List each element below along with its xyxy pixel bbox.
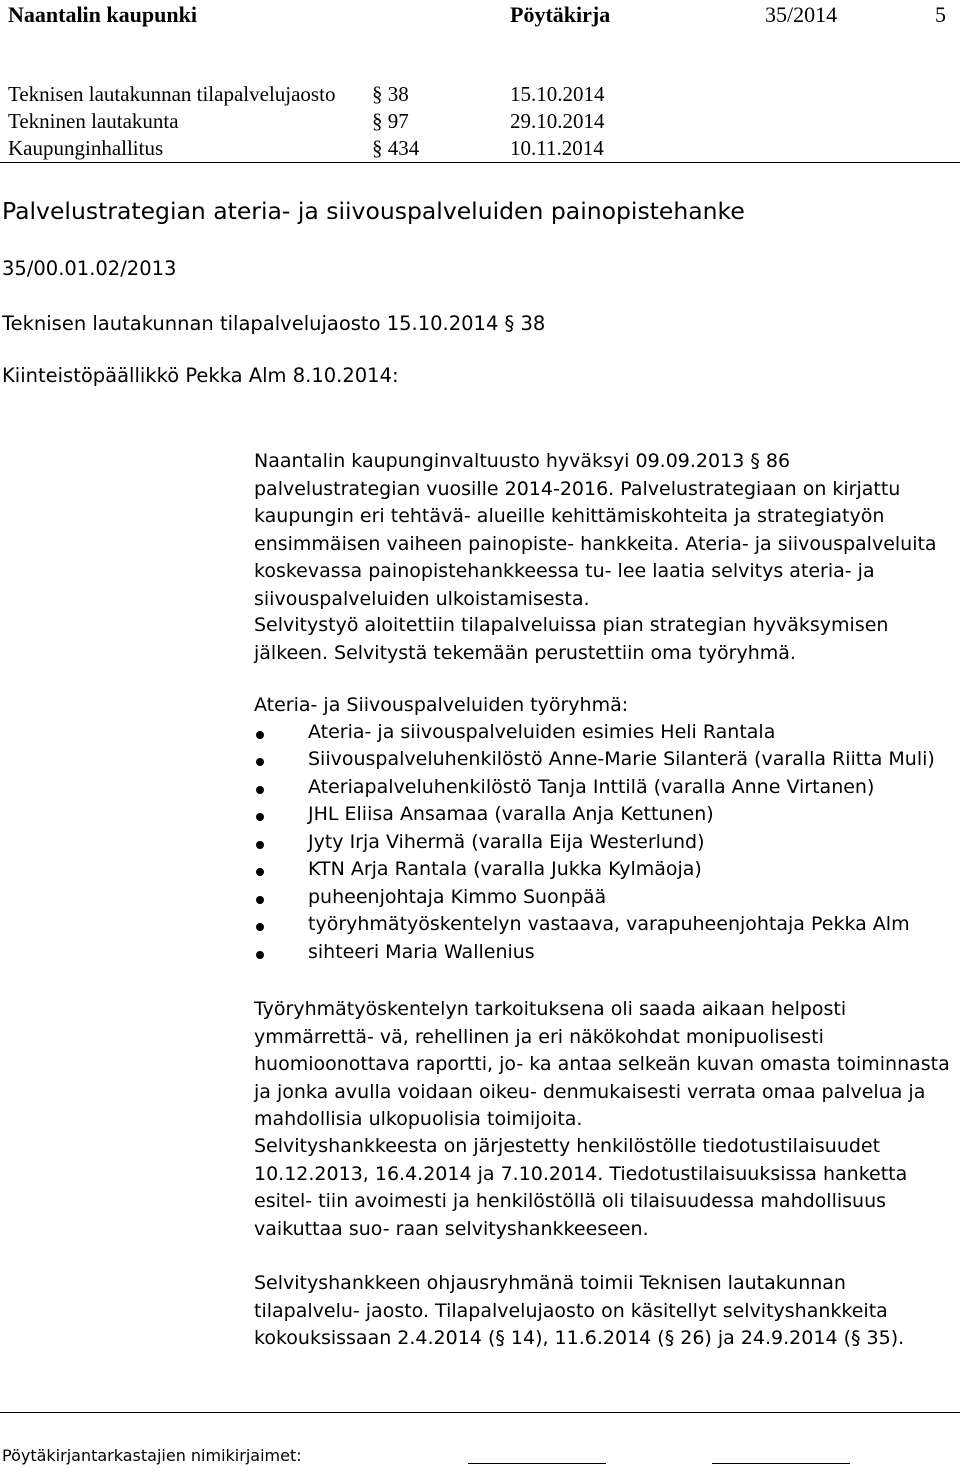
list-item: Ateria- ja siivouspalveluiden esimies Heli Rantala <box>308 721 776 743</box>
diary-number: 35/00.01.02/2013 <box>2 257 177 280</box>
reference-section-2: § 97 <box>372 109 409 133</box>
bullet-icon <box>256 923 264 931</box>
reference-date-1: 15.10.2014 <box>510 82 605 106</box>
reference-divider <box>0 162 960 163</box>
bullet-icon <box>256 731 264 739</box>
list-item: JHL Eliisa Ansamaa (varalla Anja Kettunen) <box>308 803 714 825</box>
reference-body-3: Kaupunginhallitus <box>8 136 164 160</box>
paragraph-text: Naantalin kaupunginvaltuusto hyväksyi 09.09.2013 § 86 palvelustrategian vuosille 2014-2016. Palvelustrategiaan on kirjattu kaupungin eri tehtävä- alueille kehittämiskohteita ja strategiatyön ensimmäisen vaiheen painopiste- hankkeita. Ateria- ja siivouspalveluita koskevassa painopistehankkeessa tu- lee laatia selvitys ateria- ja siivouspalveluiden ulkoistamisesta. <box>254 450 937 610</box>
bullet-icon <box>256 758 264 766</box>
list-item: Ateriapalveluhenkilöstö Tanja Inttilä (varalla Anne Virtanen) <box>308 776 875 798</box>
document-title: Palvelustrategian ateria- ja siivouspalveluiden painopistehanke <box>2 197 745 225</box>
list-item: sihteeri Maria Wallenius <box>308 941 535 963</box>
group-heading: Ateria- ja Siivouspalveluiden työryhmä: <box>254 694 629 716</box>
paragraph-purpose <box>254 996 954 1134</box>
bullet-icon <box>256 896 264 904</box>
paragraph-text: Selvityshankkeesta on järjestetty henkilöstölle tiedotustilaisuudet 10.12.2013, 16.4.2014 ja 7.10.2014. Tiedotustilaisuuksissa hanketta esitel- tiin avoimesti ja henkilöstöllä oli tilaisuudessa mahdollisuus vaikuttaa suo- raan selvityshankkeeseen. <box>254 1135 908 1240</box>
reference-body-2: Tekninen lautakunta <box>8 109 179 133</box>
bullet-icon <box>256 841 264 849</box>
paragraph-text: Selvityshankkeen ohjausryhmänä toimii Teknisen lautakunnan tilapalvelu- jaosto. Tilapalvelujaosto on käsitellyt selvityshankkeita kokouksissaan 2.4.2014 (§ 14), 11.6.2014 (§ 26) ja 24.9.2014 (§ 35). <box>254 1272 905 1349</box>
list-item: työryhmätyöskentelyn vastaava, varapuheenjohtaja Pekka Alm <box>308 913 910 935</box>
reference-date-3: 10.11.2014 <box>510 136 604 160</box>
reference-section-3: § 434 <box>372 136 420 160</box>
bullet-icon <box>256 813 264 821</box>
header-doc-number: 35/2014 <box>765 2 838 27</box>
paragraph-work-start <box>254 612 954 667</box>
meeting-line: Teknisen lautakunnan tilapalvelujaosto 15.10.2014 § 38 <box>2 312 546 335</box>
header-doc-type: Pöytäkirja <box>510 2 611 27</box>
header-page-number: 5 <box>935 2 946 27</box>
bullet-icon <box>256 786 264 794</box>
header-city: Naantalin kaupunki <box>8 2 197 27</box>
bullet-icon <box>256 868 264 876</box>
paragraph-steering-group <box>254 1270 954 1353</box>
list-item: Jyty Irja Vihermä (varalla Eija Westerlund) <box>308 831 705 853</box>
bullet-icon <box>256 951 264 959</box>
paragraph-text: Selvitystyö aloitettiin tilapalveluissa pian strategian hyväksymisen jälkeen. Selvitystä tekemään perustettiin oma työryhmä. <box>254 614 889 664</box>
list-item: KTN Arja Rantala (varalla Jukka Kylmäoja) <box>308 858 702 880</box>
paragraph-text: Työryhmätyöskentelyn tarkoituksena oli saada aikaan helposti ymmärrettä- vä, rehellinen ja eri näkökohdat monipuolisesti huomioonottava raportti, jo- ka antaa selkeän kuvan omasta toiminnasta ja jonka avulla voidaan oikeu- denmukaisesti verrata omaa palvelua ja mahdollisia ulkopuolisia toimijoita. <box>254 998 950 1130</box>
reference-section-1: § 38 <box>372 82 409 106</box>
signature-line-1 <box>468 1463 606 1464</box>
list-item: Siivouspalveluhenkilöstö Anne-Marie Silanterä (varalla Riitta Muli) <box>308 748 935 770</box>
signature-label: Pöytäkirjantarkastajien nimikirjaimet: <box>2 1446 302 1465</box>
reference-date-2: 29.10.2014 <box>510 109 605 133</box>
list-item: puheenjohtaja Kimmo Suonpää <box>308 886 607 908</box>
paragraph-briefings <box>254 1133 954 1243</box>
footer-divider <box>0 1412 960 1413</box>
presenter-line: Kiinteistöpäällikkö Pekka Alm 8.10.2014: <box>2 364 399 387</box>
signature-line-2 <box>712 1463 850 1464</box>
paragraph-strategy <box>254 448 954 613</box>
reference-body-1: Teknisen lautakunnan tilapalvelujaosto <box>8 82 336 106</box>
